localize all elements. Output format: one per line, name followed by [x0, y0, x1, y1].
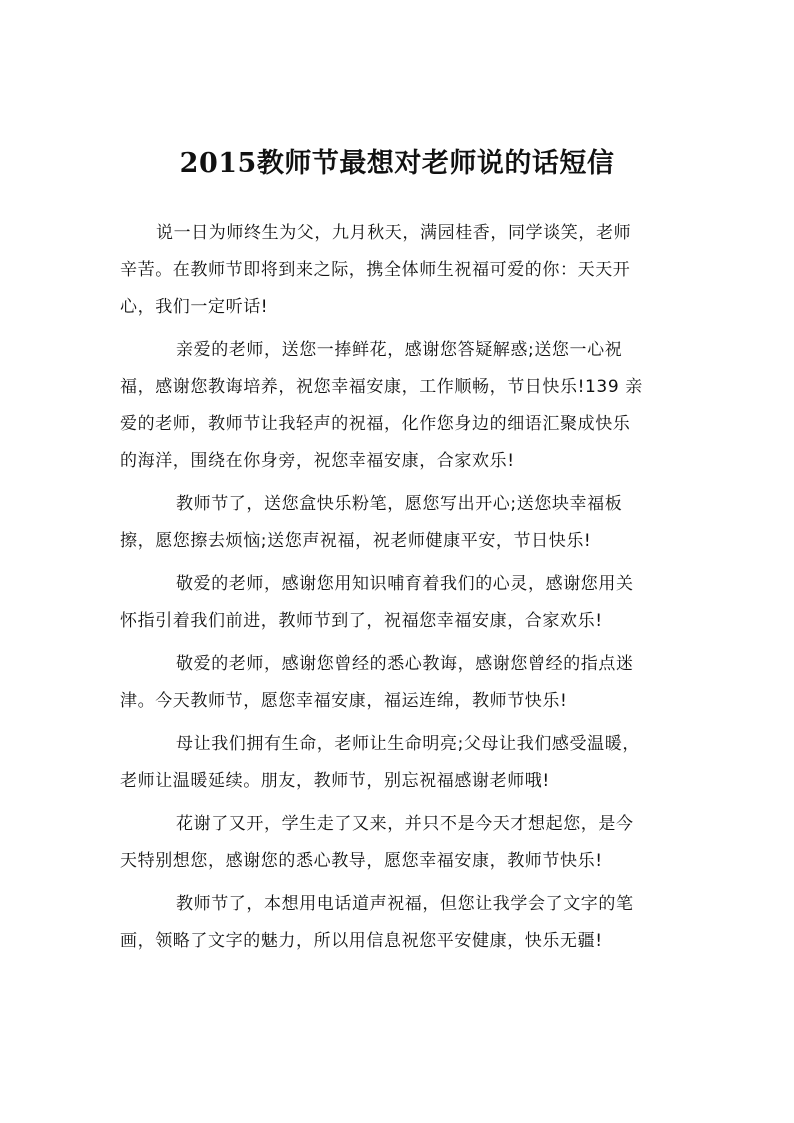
- paragraph-line: 敬爱的老师，感谢您用知识哺育着我们的心灵，感谢您用关: [176, 574, 634, 594]
- paragraph-1: [120, 215, 680, 326]
- paragraph-line: 说一日为师终生为父，九月秋天，满园桂香，同学谈笑，老师: [156, 223, 632, 243]
- paragraph-5: [120, 646, 680, 720]
- paragraph-line: 爱的老师，教师节让我轻声的祝福，化作您身边的细语汇聚成快乐: [120, 414, 631, 434]
- paragraph-6: [120, 726, 680, 800]
- paragraph-8: [120, 886, 680, 960]
- document-body: [120, 215, 680, 960]
- document-title: 2015教师节最想对老师说的话短信: [179, 148, 615, 179]
- paragraph-line: 津。今天教师节，愿您幸福安康，福运连绵，教师节快乐!: [120, 691, 568, 711]
- paragraph-line: 辛苦。在教师节即将到来之际，携全体师生祝福可爱的你：天天开: [120, 260, 631, 280]
- paragraph-line: 教师节了，本想用电话道声祝福，但您让我学会了文字的笔: [176, 894, 634, 914]
- paragraph-line: 教师节了，送您盒快乐粉笔，愿您写出开心;送您块幸福板: [176, 494, 623, 514]
- paragraph-3: [120, 486, 680, 560]
- paragraph-line: 老师让温暖延续。朋友，教师节，别忘祝福感谢老师哦!: [120, 771, 550, 791]
- paragraph-line: 亲爱的老师，送您一捧鲜花，感谢您答疑解惑;送您一心祝: [176, 340, 623, 360]
- paragraph-line: 的海洋，围绕在你身旁，祝您幸福安康，合家欢乐!: [120, 451, 515, 471]
- paragraph-line: 母让我们拥有生命，老师让生命明亮;父母让我们感受温暖，: [176, 734, 640, 754]
- paragraph-line: 敬爱的老师，感谢您曾经的悉心教诲，感谢您曾经的指点迷: [176, 654, 634, 674]
- paragraph-line: 擦，愿您擦去烦恼;送您声祝福，祝老师健康平安，节日快乐!: [120, 531, 592, 551]
- paragraph-7: [120, 806, 680, 880]
- paragraph-line: 花谢了又开，学生走了又来，并只不是今天才想起您，是今: [176, 814, 634, 834]
- paragraph-2: [120, 332, 680, 480]
- paragraph-4: [120, 566, 680, 640]
- paragraph-line: 心，我们一定听话!: [120, 297, 269, 317]
- paragraph-line: 福，感谢您教诲培养，祝您幸福安康，工作顺畅，节日快乐!139 亲: [120, 377, 643, 397]
- paragraph-line: 天特别想您，感谢您的悉心教导，愿您幸福安康，教师节快乐!: [120, 851, 603, 871]
- paragraph-line: 画，领略了文字的魅力，所以用信息祝您平安健康，快乐无疆!: [120, 931, 603, 951]
- paragraph-line: 怀指引着我们前进，教师节到了，祝福您幸福安康，合家欢乐!: [120, 611, 603, 631]
